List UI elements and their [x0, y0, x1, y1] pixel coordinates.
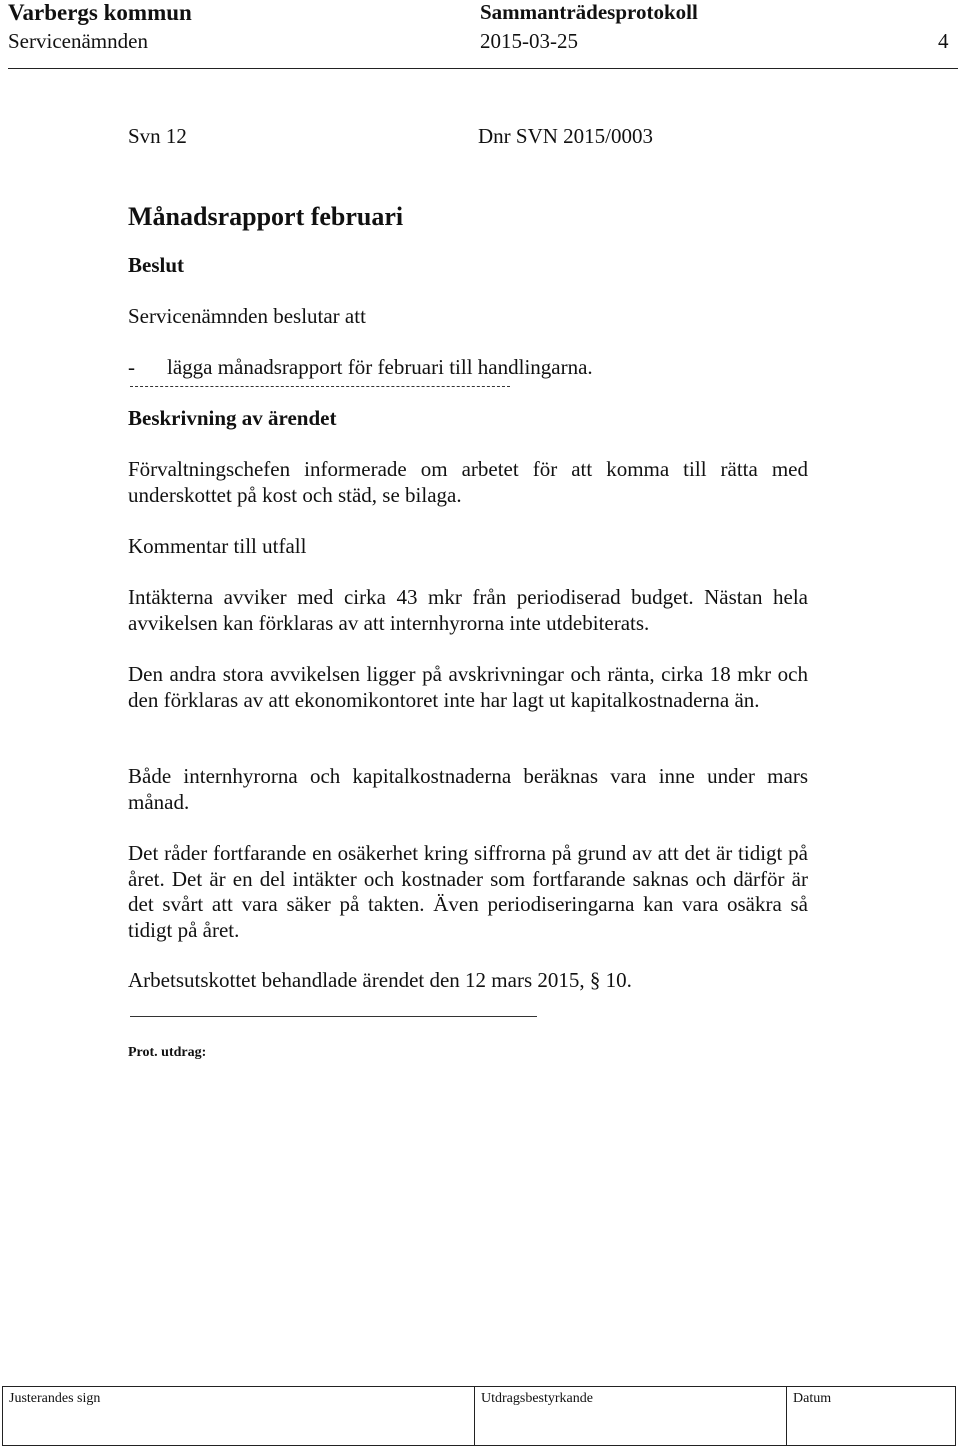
outcome-paragraph-march: Både internhyrorna och kapitalkostnaderna beräknas vara inne under mars månad. [128, 764, 808, 814]
section-end-divider [130, 1016, 537, 1017]
footer-date-cell [787, 1387, 955, 1445]
decision-heading: Beslut [128, 253, 185, 277]
description-paragraph: Förvaltningschefen informerade om arbetet för att komma till rätta med underskottet på kost och städ, se bilaga. [128, 457, 808, 507]
header-divider [8, 68, 958, 69]
footer-certification-label: Utdragsbestyrkande [481, 1391, 593, 1406]
outcome-subheading: Kommentar till utfall [128, 534, 307, 558]
section-id: Svn 12 [128, 124, 187, 148]
decision-item-text: lägga månadsrapport för februari till handlingarna. [167, 355, 593, 379]
decision-intro: Servicenämnden beslutar att [128, 304, 366, 328]
protocol-extract-label: Prot. utdrag: [128, 1045, 207, 1060]
document-type: Sammanträdesprotokoll [480, 0, 698, 24]
outcome-paragraph-revenue: Intäkterna avviker med cirka 43 mkr från periodiserad budget. Nästan hela avvikelsen kan förklaras av att internhyrorna inte utdebiterats. [128, 585, 808, 635]
footer-signature-box [2, 1386, 956, 1446]
footer-signature-cell [3, 1387, 475, 1445]
outcome-paragraph-depreciation: Den andra stora avvikelsen ligger på avskrivningar och ränta, cirka 18 mkr och den förklaras av att ekonomikontoret inte har lagt ut kapitalkostnaderna än. [128, 662, 808, 712]
case-reference: Dnr SVN 2015/0003 [478, 124, 654, 148]
organization-name: Varbergs kommun [8, 0, 192, 25]
meeting-date: 2015-03-25 [480, 29, 578, 53]
case-title: Månadsrapport februari [128, 202, 404, 231]
description-heading: Beskrivning av ärendet [128, 406, 337, 430]
committee-handling-paragraph: Arbetsutskottet behandlade ärendet den 12 mars 2015, § 10. [128, 968, 632, 992]
page-number: 4 [938, 29, 949, 53]
outcome-paragraph-uncertainty: Det råder fortfarande en osäkerhet kring siffrorna på grund av att det är tidigt på året. Det är en del intäkter och kostnader som fortfarande saknas och därför är det svårt att vara säker på takten. Även periodiseringarna kan vara osäkra så tidigt på året. [128, 841, 808, 942]
footer-date-label: Datum [793, 1391, 832, 1406]
decision-divider [130, 386, 510, 387]
decision-item [128, 355, 593, 380]
committee-name: Servicenämnden [8, 29, 148, 53]
footer-signature-label: Justerandes sign [9, 1391, 101, 1406]
footer-certification-cell [475, 1387, 787, 1445]
decision-item-marker: - [128, 355, 135, 379]
